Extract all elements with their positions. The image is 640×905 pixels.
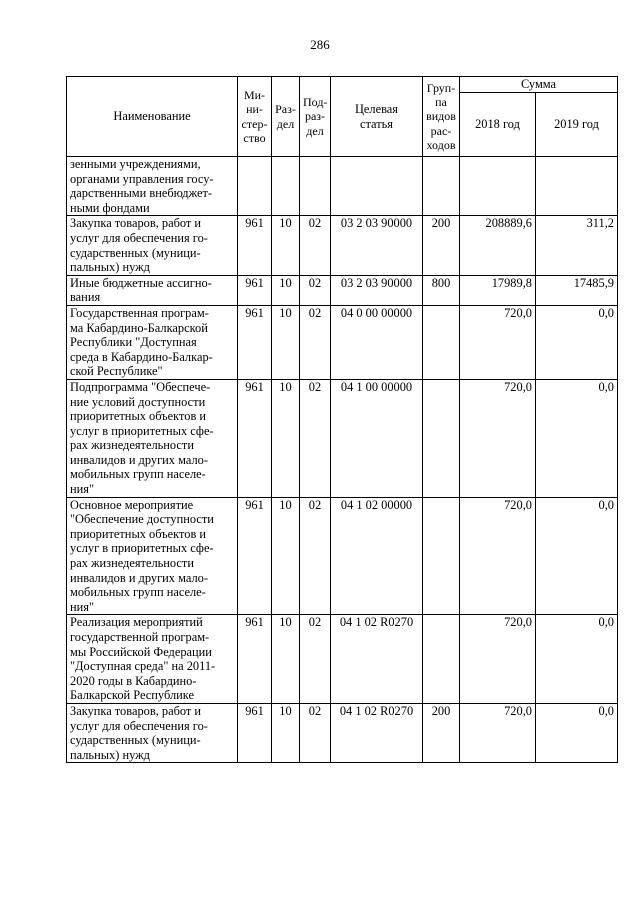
name-line: инвалидов и других мало- (70, 452, 208, 467)
cell-ministry (238, 157, 272, 216)
header-sum: Сумма (460, 77, 618, 93)
cell-section: 10 (272, 379, 300, 497)
cell-subsection: 02 (300, 216, 331, 275)
header-line: статья (359, 116, 393, 131)
cell-group (423, 157, 460, 216)
name-line: Государственная програм- (70, 305, 209, 320)
name-line: инвалидов и других мало- (70, 570, 208, 585)
table-row (67, 305, 618, 379)
name-line: сударственных (муници- (70, 733, 201, 748)
name-line: "Доступная среда" на 2011- (70, 659, 216, 674)
header-ministry (238, 77, 272, 157)
cell-2018: 208889,6 (460, 216, 536, 275)
cell-2019: 311,2 (536, 216, 618, 275)
cell-2018 (460, 157, 536, 216)
cell-section: 10 (272, 305, 300, 379)
header-line: дел (276, 116, 295, 131)
name-line: мы Российской Федерации (70, 644, 212, 659)
cell-2018: 720,0 (460, 615, 536, 704)
cell-name (67, 275, 238, 305)
name-line: рах жизнедеятельности (70, 438, 194, 453)
header-year-2019: 2019 год (536, 93, 618, 157)
name-line: приоритетных объектов и (70, 409, 207, 424)
name-line: пальных) нужд (70, 260, 150, 275)
cell-target: 03 2 03 90000 (331, 275, 423, 305)
name-line: услуг в приоритетных сфе- (70, 423, 214, 438)
cell-group (423, 379, 460, 497)
name-line: Балкарской Республике (70, 688, 194, 703)
name-line: вания (70, 290, 101, 305)
cell-subsection (300, 157, 331, 216)
cell-section: 10 (272, 497, 300, 615)
header-line: раз- (304, 109, 326, 124)
cell-subsection: 02 (300, 275, 331, 305)
cell-target: 04 1 02 00000 (331, 497, 423, 615)
header-line: Раз- (275, 102, 296, 117)
table-row (67, 275, 618, 305)
header-line: Под- (303, 95, 328, 110)
name-line: "Обеспечение доступности (70, 512, 214, 527)
header-line: стер- (241, 116, 268, 131)
name-line: ние условий доступности (70, 394, 206, 409)
cell-ministry: 961 (238, 275, 272, 305)
table-header (67, 77, 618, 157)
cell-section: 10 (272, 275, 300, 305)
name-line: органами управления госу- (70, 171, 214, 186)
header-line: па (435, 95, 447, 110)
cell-2019: 0,0 (536, 615, 618, 704)
header-line: Груп- (426, 80, 456, 95)
header-subsection (300, 77, 331, 157)
cell-group (423, 497, 460, 615)
cell-ministry: 961 (238, 305, 272, 379)
page-number: 286 (310, 37, 330, 52)
cell-target: 04 1 02 R0270 (331, 703, 423, 762)
header-line: дел (306, 123, 324, 138)
cell-name (67, 216, 238, 275)
cell-target: 04 0 00 00000 (331, 305, 423, 379)
cell-2019: 0,0 (536, 497, 618, 615)
header-line: видов (426, 109, 456, 124)
cell-section: 10 (272, 615, 300, 704)
name-line: рах жизнедеятельности (70, 556, 194, 571)
cell-group: 200 (423, 216, 460, 275)
name-line: пальных) нужд (70, 747, 150, 762)
table-row (67, 703, 618, 762)
cell-name (67, 157, 238, 216)
name-line: Закупка товаров, работ и (70, 703, 202, 718)
header-line: Целевая (354, 101, 399, 116)
cell-name (67, 615, 238, 704)
cell-subsection: 02 (300, 615, 331, 704)
cell-name (67, 703, 238, 762)
cell-ministry: 961 (238, 615, 272, 704)
name-line: Иные бюджетные ассигно- (70, 275, 212, 290)
name-line: 2020 годы в Кабардино- (70, 673, 197, 688)
cell-ministry: 961 (238, 379, 272, 497)
header-line: рас- (430, 123, 452, 138)
cell-subsection: 02 (300, 379, 331, 497)
name-line: ния" (70, 599, 95, 614)
cell-name (67, 497, 238, 615)
table-body (67, 157, 618, 763)
name-line: дарственными внебюджет- (70, 186, 213, 201)
cell-2019: 0,0 (536, 703, 618, 762)
name-line: приоритетных объектов и (70, 526, 207, 541)
cell-2018: 720,0 (460, 497, 536, 615)
cell-2019 (536, 157, 618, 216)
header-line: ходов (426, 137, 456, 152)
header-target (331, 77, 423, 157)
cell-section (272, 157, 300, 216)
cell-target: 03 2 03 90000 (331, 216, 423, 275)
cell-group (423, 615, 460, 704)
header-group (423, 77, 460, 157)
name-line: ния" (70, 482, 95, 497)
name-line: Закупка товаров, работ и (70, 216, 202, 231)
cell-section: 10 (272, 216, 300, 275)
name-line: Республики "Доступная (70, 335, 197, 350)
name-line: услуг в приоритетных сфе- (70, 541, 214, 556)
header-name: Наименование (67, 77, 238, 157)
name-line: Реализация мероприятий (70, 615, 203, 630)
header-section (272, 77, 300, 157)
cell-section: 10 (272, 703, 300, 762)
cell-2019: 0,0 (536, 305, 618, 379)
cell-2018: 17989,8 (460, 275, 536, 305)
table-row (67, 157, 618, 216)
cell-name (67, 305, 238, 379)
cell-subsection: 02 (300, 497, 331, 615)
header-line: Ми- (243, 88, 266, 103)
cell-target: 04 1 02 R0270 (331, 615, 423, 704)
name-line: Подпрограмма "Обеспече- (70, 379, 211, 394)
cell-ministry: 961 (238, 216, 272, 275)
name-line: зенными учреждениями, (70, 157, 201, 171)
cell-ministry: 961 (238, 703, 272, 762)
cell-2018: 720,0 (460, 379, 536, 497)
name-line: сударственных (муници- (70, 245, 201, 260)
budget-table (66, 76, 618, 763)
header-line: ни- (246, 102, 263, 117)
cell-target: 04 1 00 00000 (331, 379, 423, 497)
name-line: среда в Кабардино-Балкар- (70, 349, 213, 364)
cell-group (423, 305, 460, 379)
name-line: Основное мероприятие (70, 497, 194, 512)
cell-2019: 0,0 (536, 379, 618, 497)
cell-target (331, 157, 423, 216)
name-line: государственной програм- (70, 630, 210, 644)
cell-group: 800 (423, 275, 460, 305)
header-year-2018: 2018 год (460, 93, 536, 157)
cell-ministry: 961 (238, 497, 272, 615)
cell-2019: 17485,9 (536, 275, 618, 305)
name-line: ской Республике" (70, 364, 163, 379)
name-line: услуг для обеспечения го- (70, 718, 208, 733)
cell-2018: 720,0 (460, 305, 536, 379)
cell-subsection: 02 (300, 703, 331, 762)
cell-name (67, 379, 238, 497)
name-line: ными фондами (70, 200, 150, 215)
table-row (67, 216, 618, 275)
table-row (67, 379, 618, 497)
name-line: мобильных групп населе- (70, 585, 206, 600)
name-line: мобильных групп населе- (70, 467, 206, 482)
cell-subsection: 02 (300, 305, 331, 379)
table-row (67, 497, 618, 615)
cell-group: 200 (423, 703, 460, 762)
cell-2018: 720,0 (460, 703, 536, 762)
table-row (67, 615, 618, 704)
name-line: услуг для обеспечения го- (70, 230, 208, 245)
name-line: ма Кабардино-Балкарской (70, 320, 208, 335)
header-line: ство (243, 130, 266, 145)
